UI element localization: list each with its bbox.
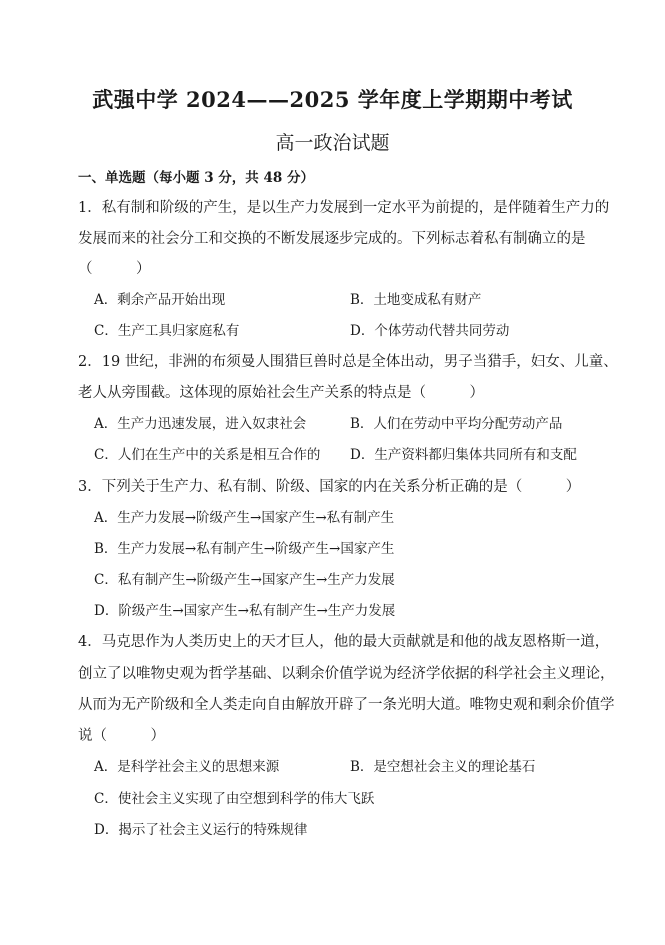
- question-2-option-b: B．人们在劳动中平均分配劳动产品: [350, 416, 563, 432]
- question-4-line-2: 创立了以唯物史观为哲学基础、以剩余价值学说为经济学依据的科学社会主义理论，: [78, 666, 615, 682]
- question-4-option-a: A．是科学社会主义的思想来源: [94, 759, 280, 775]
- question-1-line-3: （ ）: [78, 261, 151, 277]
- question-4-option-c: C．使社会主义实现了由空想到科学的伟大飞跃: [94, 791, 375, 807]
- question-3-line-1: 3．下列关于生产力、私有制、阶级、国家的内在关系分析正确的是（ ）: [78, 479, 581, 495]
- question-2-line-1: 2．19 世纪，非洲的布须曼人围猎巨兽时总是全体出动，男子当猎手，妇女、儿童、: [78, 354, 618, 370]
- question-3-option-b: B．生产力发展→私有制产生→阶级产生→国家产生: [94, 541, 395, 557]
- question-4-line-1: 4．马克思作为人类历史上的天才巨人，他的最大贡献就是和他的战友恩格斯一道，: [78, 634, 610, 650]
- section-heading: 一、单选题（每小题 3 分，共 48 分）: [78, 170, 314, 186]
- page-title: 武强中学 2024——2025 学年度上学期期中考试: [92, 87, 573, 112]
- question-4-option-b: B．是空想社会主义的理论基石: [350, 759, 536, 775]
- question-3-option-c: C．私有制产生→阶级产生→国家产生→生产力发展: [94, 572, 395, 588]
- question-2-option-d: D．生产资料都归集体共同所有和支配: [350, 447, 577, 463]
- question-3-option-d: D．阶级产生→国家产生→私有制产生→生产力发展: [94, 603, 396, 619]
- question-4-line-4: 说（ ）: [78, 728, 165, 744]
- question-3-option-a: A．生产力发展→阶级产生→国家产生→私有制产生: [94, 510, 395, 526]
- question-4-option-d: D．揭示了社会主义运行的特殊规律: [94, 822, 308, 838]
- question-1-line-2: 发展而来的社会分工和交换的不断发展逐步完成的。下列标志着私有制确立的是: [78, 231, 586, 247]
- question-4-line-3: 从而为无产阶级和全人类走向自由解放开辟了一条光明大道。唯物史观和剩余价值学: [78, 697, 615, 713]
- page-subtitle: 高一政治试题: [275, 132, 390, 154]
- question-2-line-2: 老人从旁围截。这体现的原始社会生产关系的特点是（ ）: [78, 385, 484, 401]
- question-1-option-b: B．土地变成私有财产: [350, 292, 482, 308]
- question-2-option-c: C．人们在生产中的关系是相互合作的: [94, 447, 321, 463]
- question-1-option-c: C．生产工具归家庭私有: [94, 323, 240, 339]
- question-1-line-1: 1．私有制和阶级的产生，是以生产力发展到一定水平为前提的，是伴随着生产力的: [78, 200, 610, 216]
- question-1-option-a: A．剩余产品开始出现: [94, 292, 226, 308]
- question-2-option-a: A．生产力迅速发展，进入奴隶社会: [94, 416, 307, 432]
- question-1-option-d: D．个体劳动代替共同劳动: [350, 323, 510, 339]
